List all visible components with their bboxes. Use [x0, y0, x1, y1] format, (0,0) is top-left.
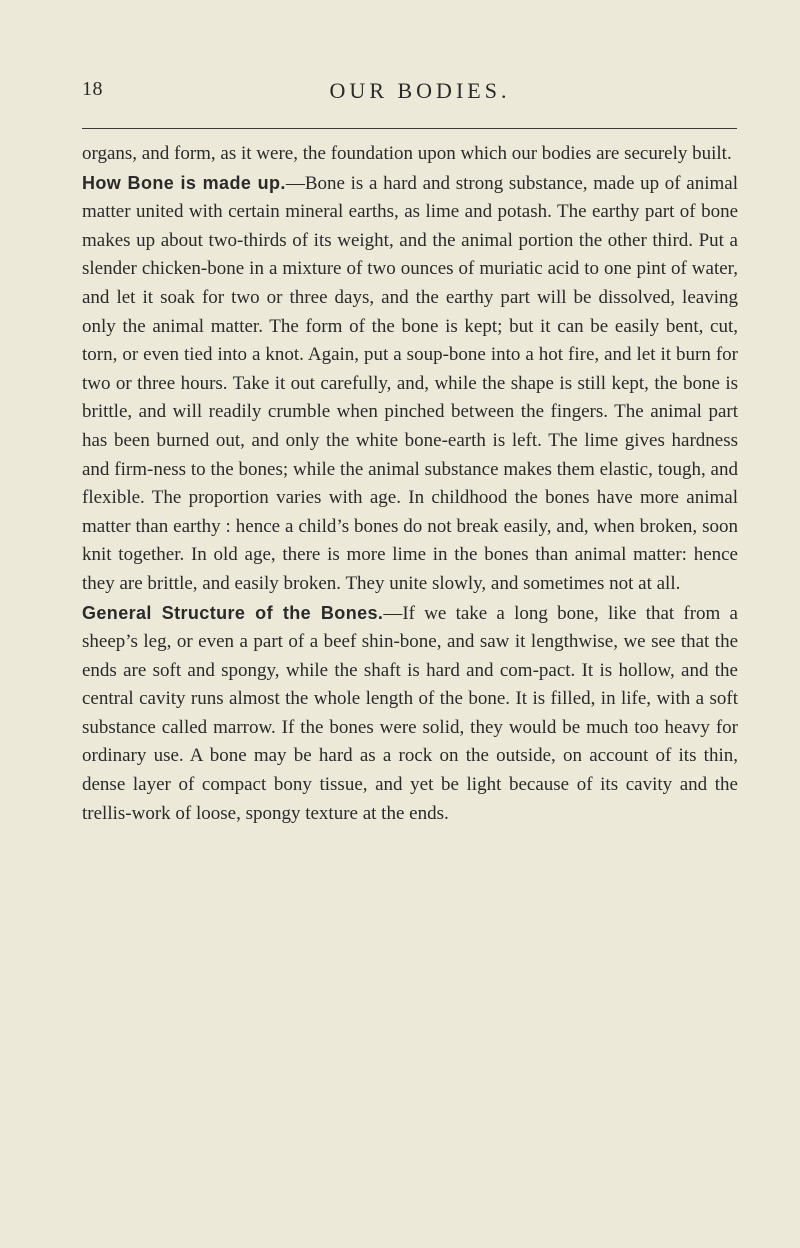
paragraph-text: —Bone is a hard and strong substance, made up of animal matter united with certain mineral earths, as lime and potash. The earthy part of bone makes up about two-thirds of its weight, and the animal portion the other third. Put a slender chicken-bone in a mixture of two ounces of muriatic acid to one pint of water, and let it soak for two or three days, and the earthy part will be dissolved, leaving only the animal matter. The form of the bone is kept; but it can be easily bent, cut, torn, or even tied into a knot. Again, put a soup-bone into a hot fire, and let it burn for two or three hours. Take it out carefully, and, while the shape is still kept, the bone is brittle, and will readily crumble when pinched between the fingers. The animal part has been burned out, and only the white bone-earth is left. The lime gives hardness and firm-ness to the bones; while the animal substance makes them elastic, tough, and flexible. The proportion varies with age. In childhood the bones have more animal matter than earthy : hence a child’s bones do not break easily, and, when broken, soon knit together. In old age, there is more lime in the bones than animal matter: hence they are brittle, and easily broken. They unite slowly, and sometimes not at all. [82, 172, 738, 594]
page-number: 18 [82, 78, 103, 100]
section-heading: General Structure of the Bones. [82, 602, 384, 623]
paragraph-general-structure [82, 599, 738, 829]
running-title: OUR BODIES. [329, 78, 511, 103]
paragraph-text: —If we take a long bone, like that from a sheep’s leg, or even a part of a beef shin-bone, and saw it lengthwise, we see that the ends are soft and spongy, while the shaft is hard and com-pact. It is hollow, and the central cavity runs almost the whole length of the bone. It is filled, in life, with a soft substance called marrow. If the bones were solid, they would be much too heavy for ordinary use. A bone may be hard as a rock on the outside, on account of its thin, dense layer of compact bony tissue, and yet be light because of its cavity and the trellis-work of loose, spongy texture at the ends. [82, 602, 738, 824]
section-heading: How Bone is made up. [82, 172, 286, 193]
header-rule [82, 128, 737, 129]
paragraph-continuation [82, 140, 738, 169]
paragraph-how-bone-is-made-up [82, 169, 738, 599]
running-head [82, 78, 738, 108]
body-text [82, 140, 738, 828]
paragraph-text: organs, and form, as it were, the foundation upon which our bodies are securely built. [82, 143, 732, 164]
